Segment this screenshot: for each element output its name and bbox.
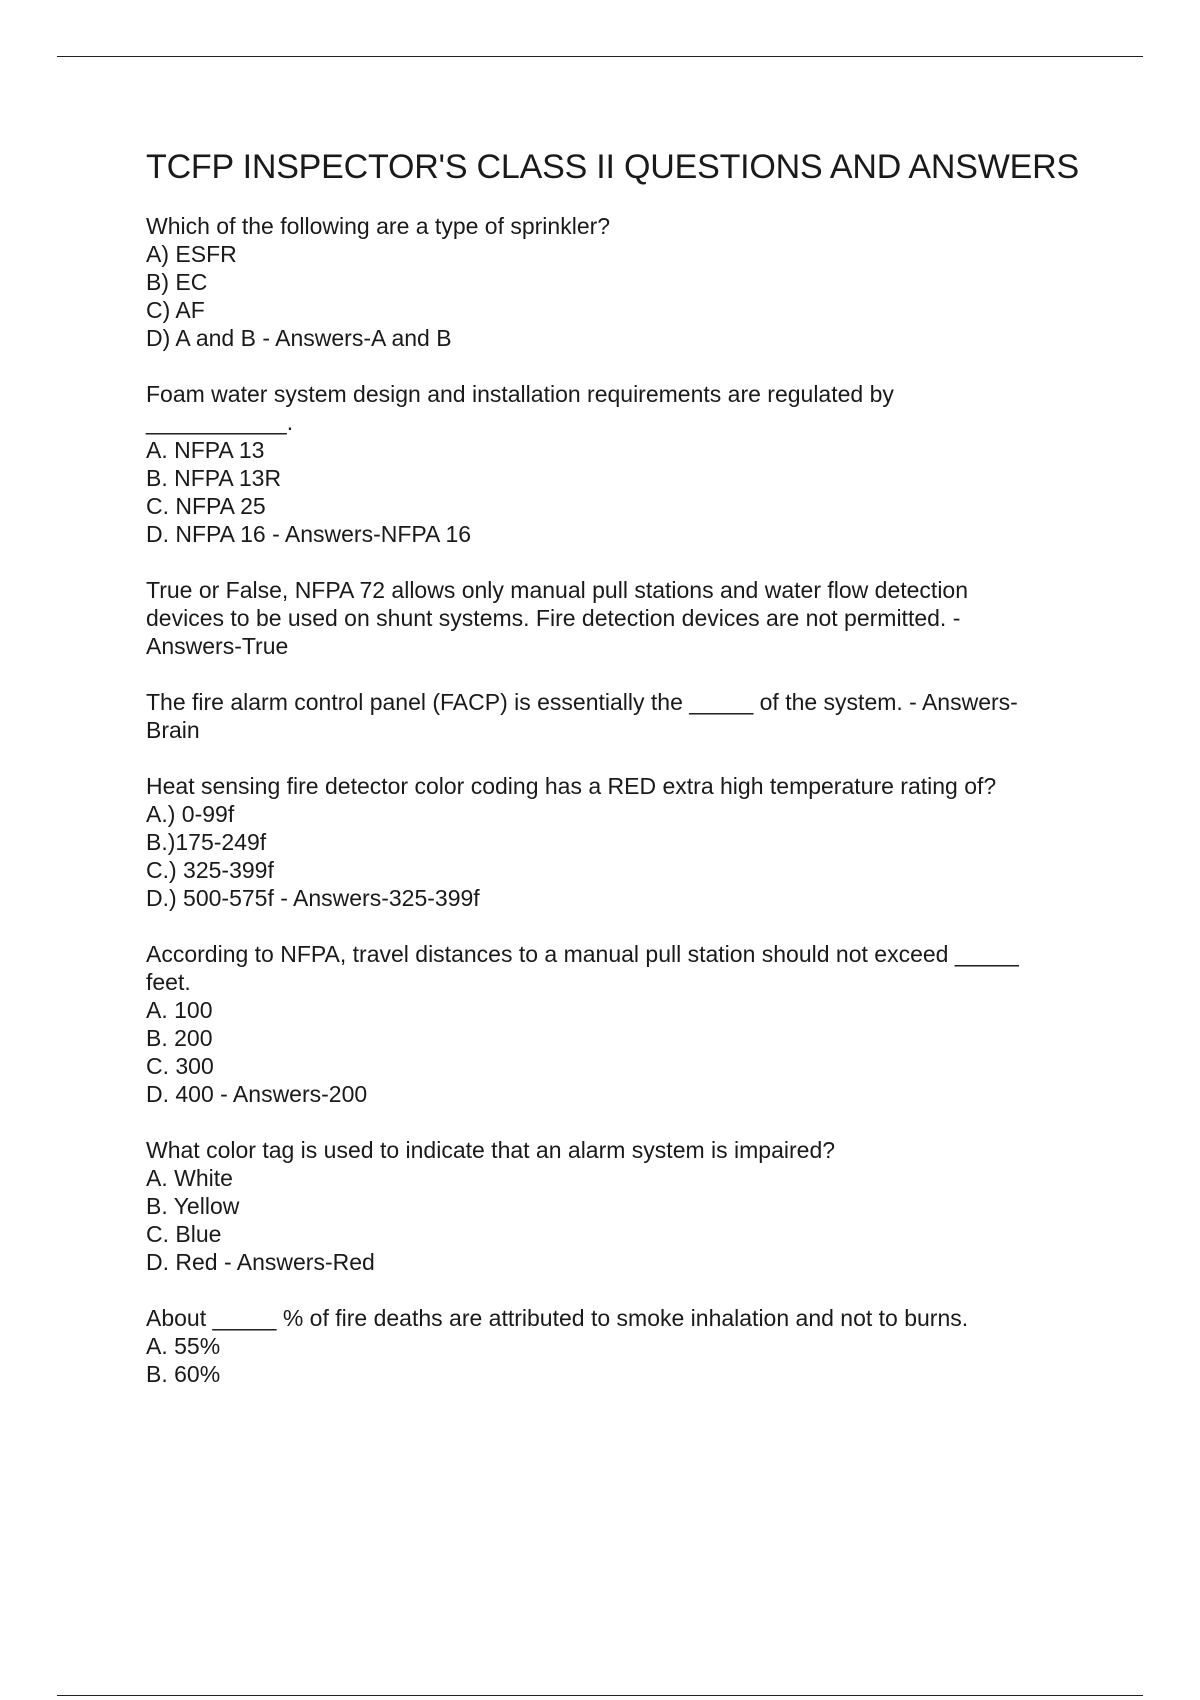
- answer-option: A. NFPA 13: [146, 437, 265, 463]
- question-block-5: [146, 772, 1086, 912]
- question-block-8: [146, 1304, 1086, 1388]
- question-text: Foam water system design and installation requirements are regulated by: [146, 381, 894, 407]
- question-text: About _____ % of fire deaths are attributed to smoke inhalation and not to burns.: [146, 1305, 969, 1331]
- question-text: devices to be used on shunt systems. Fire detection devices are not permitted. -: [146, 605, 961, 631]
- answer-option-with-answer: D. 400 - Answers-200: [146, 1081, 368, 1107]
- answer-option-with-answer: D.) 500-575f - Answers-325-399f: [146, 885, 480, 911]
- answer-option: C. NFPA 25: [146, 493, 266, 519]
- answer-option: A. White: [146, 1165, 233, 1191]
- answer-option-with-answer: D) A and B - Answers-A and B: [146, 325, 452, 351]
- answer-option: C.) 325-399f: [146, 857, 274, 883]
- answer-option: A.) 0-99f: [146, 801, 235, 827]
- answer-option: A) ESFR: [146, 241, 237, 267]
- question-block-1: [146, 212, 1086, 352]
- answer-option: C. Blue: [146, 1221, 222, 1247]
- question-text: What color tag is used to indicate that an alarm system is impaired?: [146, 1137, 836, 1163]
- answer-option: C. 300: [146, 1053, 214, 1079]
- question-text: The fire alarm control panel (FACP) is essentially the _____ of the system. - Answers-: [146, 689, 1018, 715]
- answer-option: B. 200: [146, 1025, 213, 1051]
- answer-option: B. NFPA 13R: [146, 465, 282, 491]
- answer-option-with-answer: D. Red - Answers-Red: [146, 1249, 375, 1275]
- answer-option: B.)175-249f: [146, 829, 267, 855]
- question-list: [146, 212, 1086, 1388]
- question-block-3: [146, 576, 1086, 660]
- answer-option: B) EC: [146, 269, 208, 295]
- answer-option: A. 55%: [146, 1333, 221, 1359]
- answer-option-with-answer: D. NFPA 16 - Answers-NFPA 16: [146, 521, 472, 547]
- document-body: [146, 146, 1086, 1416]
- answer-option: A. 100: [146, 997, 213, 1023]
- question-text: True or False, NFPA 72 allows only manual pull stations and water flow detection: [146, 577, 969, 603]
- question-block-6: [146, 940, 1086, 1108]
- question-block-7: [146, 1136, 1086, 1276]
- answer-option: C) AF: [146, 297, 205, 323]
- question-block-2: [146, 380, 1086, 548]
- answer-text: Brain: [146, 717, 200, 743]
- question-block-4: [146, 688, 1086, 744]
- answer-text: Answers-True: [146, 633, 289, 659]
- answer-option: B. 60%: [146, 1361, 221, 1387]
- document-title: TCFP INSPECTOR'S CLASS II QUESTIONS AND ANSWERS: [146, 148, 1079, 186]
- question-text: feet.: [146, 969, 191, 995]
- question-text-blank: ___________.: [146, 409, 294, 435]
- bottom-rule: [57, 1695, 1143, 1696]
- question-text: According to NFPA, travel distances to a manual pull station should not exceed _____: [146, 941, 1019, 967]
- question-text: Which of the following are a type of sprinkler?: [146, 213, 611, 239]
- question-text: Heat sensing fire detector color coding has a RED extra high temperature rating of?: [146, 773, 997, 799]
- answer-option: B. Yellow: [146, 1193, 240, 1219]
- top-rule: [57, 56, 1143, 57]
